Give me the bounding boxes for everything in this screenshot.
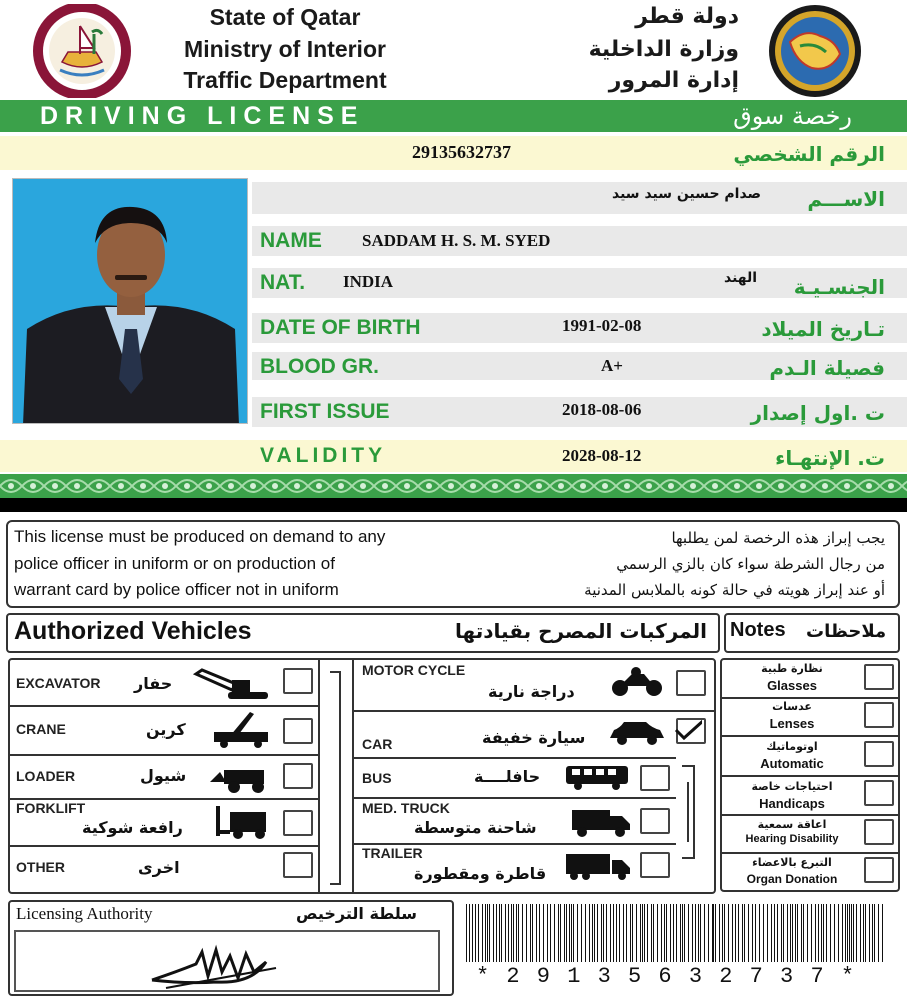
vehicle-truck-checkbox[interactable] <box>640 808 670 834</box>
vehicle-truck-label-ar: شاحنة متوسطة <box>414 818 537 837</box>
signature-area <box>14 930 440 992</box>
vehicle-trailer-label-ar: قاطرة ومقطورة <box>414 864 547 883</box>
row-divider <box>10 705 318 707</box>
bracket-icon-right <box>678 762 702 862</box>
notice-en-line1: This license must be produced on demand to any <box>14 527 386 546</box>
bus-icon <box>564 764 630 792</box>
vehicle-trailer-checkbox[interactable] <box>640 852 670 878</box>
nationality-label-ar: الجنسـيـة <box>793 275 885 299</box>
vehicle-forklift-label-ar: رافعة شوكية <box>82 818 183 837</box>
notice-en-line3: warrant card by police officer not in uniform <box>14 580 339 599</box>
name-value-ar: صدام حسين سيد سيد <box>612 186 762 202</box>
first-issue-value: 2018-08-06 <box>562 400 642 419</box>
barcode-icon <box>466 904 886 962</box>
note-lenses: Lenses <box>769 716 815 731</box>
header-department: Traffic Department <box>183 67 387 93</box>
row-divider <box>354 710 714 712</box>
note-organ-ar: التبرع بالاعضاء <box>752 856 832 869</box>
note-handicaps: Handicaps <box>759 796 825 811</box>
vehicle-bus-checkbox[interactable] <box>640 765 670 791</box>
note-hearing-ar: اعاقة سمعية <box>757 818 827 831</box>
note-organ-checkbox[interactable] <box>864 857 894 883</box>
blood-label-ar: فصيلة الـدم <box>769 356 885 380</box>
vehicle-trailer-label: TRAILER <box>362 845 423 861</box>
row-divider <box>722 775 898 777</box>
card-separator <box>0 498 907 512</box>
loader-icon <box>208 760 272 794</box>
note-glasses-checkbox[interactable] <box>864 664 894 690</box>
nationality-label-en: NAT. <box>260 271 306 294</box>
row-divider <box>10 754 318 756</box>
authority-label-en: Licensing Authority <box>16 904 153 923</box>
name-label-ar: الاســـم <box>807 187 885 211</box>
vehicle-excavator-label: EXCAVATOR <box>16 675 101 691</box>
first-issue-label-en: FIRST ISSUE <box>260 400 390 423</box>
row-divider <box>722 735 898 737</box>
truck-icon <box>570 806 632 838</box>
dob-label-ar: تـاريخ الميلاد <box>761 317 885 341</box>
note-hearing: Hearing Disability <box>745 833 839 845</box>
validity-value: 2028-08-12 <box>562 446 642 465</box>
nationality-value-en: INDIA <box>343 272 394 291</box>
grid-divider-left <box>318 660 320 892</box>
notice-ar-line2: من رجال الشرطة سواء كان بالزي الرسمي <box>616 555 885 573</box>
vehicle-bus-label: BUS <box>362 770 392 786</box>
vehicle-motorcycle-label: MOTOR CYCLE <box>362 662 466 678</box>
vehicle-excavator-label-ar: حفار <box>134 674 173 693</box>
vehicle-excavator-checkbox[interactable] <box>283 668 313 694</box>
vehicle-car-checkbox[interactable] <box>676 718 706 744</box>
note-automatic-checkbox[interactable] <box>864 741 894 767</box>
holder-photo <box>12 178 248 424</box>
forklift-icon <box>214 804 274 840</box>
note-automatic-ar: اوتوماتيك <box>766 740 818 753</box>
header-department-ar: إدارة المرور <box>608 68 739 93</box>
vehicle-motorcycle-label-ar: دراجة نارية <box>488 682 575 701</box>
vehicle-crane-label: CRANE <box>16 721 66 737</box>
crane-truck-icon <box>210 710 274 750</box>
excavator-icon <box>192 668 272 700</box>
first-issue-label-ar: ت .اول إصدار <box>750 401 885 425</box>
blood-label-en: BLOOD GR. <box>260 355 379 378</box>
note-glasses-ar: نظارة طبية <box>761 662 823 675</box>
dob-label-en: DATE OF BIRTH <box>260 316 421 339</box>
row-divider <box>722 697 898 699</box>
authority-label-ar: سلطة الترخيص <box>296 904 417 923</box>
qatar-emblem-icon <box>22 4 142 98</box>
header-state: State of Qatar <box>209 4 361 30</box>
row-divider <box>354 757 676 759</box>
grid-divider-right <box>352 660 354 892</box>
trailer-truck-icon <box>564 852 632 882</box>
authorized-title-en: Authorized Vehicles <box>14 617 252 645</box>
note-handicaps-checkbox[interactable] <box>864 780 894 806</box>
personal-number-value: 29135632737 <box>412 142 511 162</box>
notes-title-en: Notes <box>730 619 786 641</box>
validity-row <box>0 440 907 472</box>
dob-value: 1991-02-08 <box>562 316 642 335</box>
personal-number-label-ar: الرقم الشخصي <box>733 142 885 166</box>
validity-label-en: VALIDITY <box>260 444 387 467</box>
note-hearing-checkbox[interactable] <box>864 819 894 845</box>
vehicle-bus-label-ar: حافلــــة <box>474 767 541 786</box>
row-divider <box>722 852 898 854</box>
vehicle-forklift-checkbox[interactable] <box>283 810 313 836</box>
vehicle-other-label-ar: اخرى <box>138 858 180 877</box>
header-state-ar: دولة قطر <box>635 4 739 29</box>
vehicle-crane-label-ar: كرين <box>146 720 186 739</box>
note-handicaps-ar: احتياجات خاصة <box>751 780 833 793</box>
vehicle-motorcycle-checkbox[interactable] <box>676 670 706 696</box>
vehicle-car-label: CAR <box>362 736 393 752</box>
vehicle-loader-checkbox[interactable] <box>283 763 313 789</box>
note-lenses-checkbox[interactable] <box>864 702 894 728</box>
motorcycle-icon <box>610 666 664 698</box>
car-icon <box>606 718 666 748</box>
notice-en-line2: police officer in uniform or on production of <box>14 554 335 573</box>
checkmark-icon <box>672 716 702 742</box>
title-driving-license-ar: رخصة سوق <box>733 102 852 130</box>
notes-title-ar: ملاحظات <box>806 621 887 642</box>
vehicle-car-label-ar: سيارة خفيفة <box>482 728 586 747</box>
note-glasses: Glasses <box>767 678 817 693</box>
vehicle-loader-label-ar: شيول <box>140 766 187 785</box>
gcc-emblem-icon <box>760 2 870 100</box>
note-automatic: Automatic <box>760 756 824 771</box>
vehicle-forklift-label: FORKLIFT <box>16 800 86 816</box>
portrait-icon <box>13 179 248 424</box>
authorized-title-ar: المركبات المصرح بقيادتها <box>455 619 707 643</box>
header-ministry: Ministry of Interior <box>184 36 386 62</box>
vehicle-truck-label: MED. TRUCK <box>362 800 450 816</box>
vehicle-other-label: OTHER <box>16 859 65 875</box>
note-lenses-ar: عدسات <box>772 700 812 713</box>
barcode-area <box>462 900 900 996</box>
name-value-en: SADDAM H. S. M. SYED <box>362 231 551 250</box>
notice-ar-line3: أو عند إبراز هويته في حالة كونه بالملابس المدنية <box>584 581 885 599</box>
row-divider <box>722 814 898 816</box>
blood-value: A+ <box>601 356 623 375</box>
vehicle-loader-label: LOADER <box>16 768 76 784</box>
name-label-en: NAME <box>260 229 322 252</box>
signature-icon <box>16 932 442 994</box>
decorative-pattern <box>0 474 907 498</box>
validity-label-ar: ت. الإنتهـاء <box>775 446 885 470</box>
row-divider <box>10 845 318 847</box>
name-en-row <box>252 226 907 256</box>
note-organ: Organ Donation <box>746 872 838 886</box>
bracket-icon <box>326 668 346 888</box>
notice-ar-line1: يجب إبراز هذه الرخصة لمن يطلبها <box>671 529 885 547</box>
nationality-value-ar: الهند <box>724 270 758 286</box>
title-driving-license: DRIVING LICENSE <box>40 102 365 130</box>
header-ministry-ar: وزارة الداخلية <box>588 37 739 62</box>
pattern-icon <box>0 474 907 498</box>
vehicle-crane-checkbox[interactable] <box>283 718 313 744</box>
barcode-number: * 2 9 1 3 5 6 3 2 7 3 7 * <box>476 964 857 989</box>
vehicle-other-checkbox[interactable] <box>283 852 313 878</box>
row-divider <box>354 797 676 799</box>
